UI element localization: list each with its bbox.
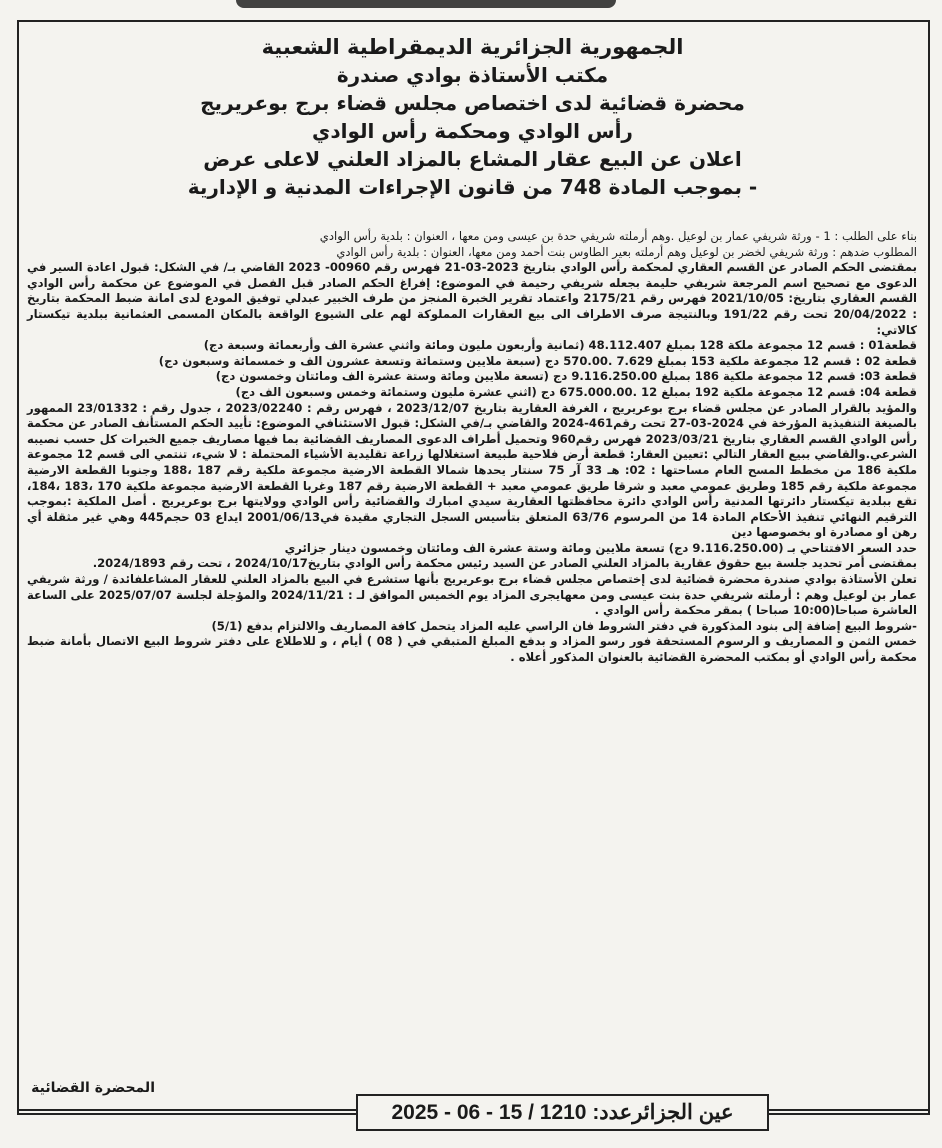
ref-line-left: [17, 1109, 356, 1111]
body-lot-2: قطعة 02 : قسم 12 مجموعة ملكية 153 بمبلغ 7.629 .570.00 دج (سبعة ملايين وستمائة وتسعة عشرون الف و خمسمائة وسبعون دج): [158, 353, 917, 368]
body-appeal: والمؤيد بالقرار الصادر عن مجلس قضاء برج بوعريريج ، الغرفة العقارية بتاريخ 2023/12/07 ، فهرس رقم : 2023/02240 ، جدول رقم : 23/01332 الممهور بالصيغة التنفيذية المؤرخة في 2024-03-27 تحت رقم461-2024 والقاضي بـ/في الشكل: قبول الاستئنافي الموضوع: تأييد الحكم المستأنف الصادر عن محكمة رأس الوادي القسم العقاري بتاريخ 2023/03/21 فهرس رقم960 وتحميل أطراف الدعوى المصاريف القضائية بما فيها مصاريف جميع الخبرات كل حسب نصيبه الشرعي.والقاضي ببيع العقار التالي :تعيين العقار: قطعة أرض فلاحية طبيعة استغلالها زراعة تقليدية الأشياء المحتملة : لا شيء، تنتمي الى قسم 12 مجموعة ملكية 186 من مخطط المسح العام مساحتها : 02: هـ 33 آر 75 سنتار يحدها شمالا القطعة الارضية مجموعة ملكية رقم 187 ،188 وجنوبا القطعة الارضية مجموعة ملكية رقم 185 وطريق عمومي معبد و شرقا طريق عمومي معبد + القطعة الارضية رقم 187 وغربا القطعة الارضية مجموعة ملكية 170 ،183 ،184، تقع ببلدية تيكستار دائرتها المدنية رأس الوادي دائرة محافظتها العقارية سيدي امبارك والقضائية رأس الوادي وولايتها برج بوعريريج . أصل الملكية :بموجب الترقيم النهائي تنفيذ الأحكام المادة 14 من المرسوم 63/76 المتعلق بتأسيس السجل التجاري مقيدة في2001/06/13 ايداع 03 حجم445 وهي غير مثقلة أي رهن او مصادرة او بخصوصها دين: [27, 400, 918, 540]
signature-bailiff: المحضرة القضائية: [31, 1080, 155, 1096]
body-session-order: بمقتضى أمر تحديد جلسة بيع حقوق عقارية بالمزاد العلني الصادر عن السيد رئيس محكمة رأس الوادي بتاريخ2024/10/17 ، تحت رقم 2024/1893.: [92, 556, 917, 571]
body-opening-price: حدد السعر الافتتاحي بـ (9.116.250.00 دج) تسعة ملايين ومائة وستة عشرة الف ومائتان وخمسون دينار جزائري: [284, 540, 917, 555]
document-header: [30, 33, 915, 201]
body-lot-3: قطعة 03: قسم 12 مجموعة ملكية 186 بمبلغ 9.116.250.00 دج (تسعة ملايين ومائة وستة عشرة الف ومائتان وخمسون دج): [215, 369, 917, 384]
body-respondents: المطلوب ضدهم : ورثة شريفي لخضر بن لوعيل وهم أرملته بعير الطاوس بنت أحمد ومن معها، العنوان : بلدية رأس الوادي: [336, 244, 917, 259]
body-judgment: بمقتضى الحكم الصادر عن القسم العقاري لمحكمة رأس الوادي بتاريخ 2023-03-21 فهرس رقم 00960- 2023 القاضي بـ/ في الشكل: قبول اعادة السير في الدعوى مع تصحيح اسم المرجعة شريفي حليمة بجعله شريفي رحيمة في الموضوع: إفراغ الحكم الصادر قبل الفصل في الموضوع عن محكمة رأس الوادي القسم العقاري بتاريخ: 2021/10/05 فهرس رقم 2175/21 واعتماد تقرير الخبرة المنجز من طرف الخبير عبدلي توفيق المودع لدى امانة ضبط المحكمة بتاريخ : 20/04/2022 تحت رقم 191/22 وبالنتيجة صرف الاطراف الى بيع العقارات المملوكة لهم على الشيوع الواقعة بالمكان المسمى العثمانية ببلدية تيكستار كالاتي:: [27, 260, 918, 337]
ref-line-right: [769, 1109, 930, 1111]
document-body: [27, 229, 917, 666]
header-announcement: اعلان عن البيع عقار المشاع بالمزاد العلني لاعلى عرض: [203, 147, 742, 171]
body-payment-terms: خمس الثمن و المصاريف و الرسوم المستحقة فور رسو المزاد و بدفع المبلغ المتبقي في ( 08 ) أيام ، و للاطلاع على دفتر شروط البيع الاتصال بأمانة ضبط محكمة رأس الوادي أو بمكتب المحضرة القضائية بالعنوان المذكور أعلاه .: [27, 634, 917, 665]
body-sale-conditions: -شروط البيع إضافة إلى بنود المذكورة في دفتر الشروط فان الراسي عليه المزاد يتحمل كافة المصاريف والالتزام بدفع (5/1): [211, 618, 917, 633]
body-applicant: بناء على الطلب : 1 - ورثة شريفي عمار بن لوعيل .وهم أرملته شريفي حدة بن عيسى ومن معها ، العنوان : بلدية رأس الوادي: [319, 229, 917, 243]
body-lot-4: قطعة 04: قسم 12 مجموعة ملكية 192 بمبلغ 12 .675.000.00 دج (اثني عشرة مليون وستمائة وخمس وسبعون الف دج): [235, 384, 917, 399]
body-lot-1: قطعة01 : قسم 12 مجموعة ملكة 128 بمبلغ 48.112.407 (ثمانية وأربعون مليون ومائة واثني عشرة الف وأربعمائة وسبعة دج): [203, 338, 917, 353]
body-auction-notice: تعلن الأستاذة بوادي صندرة محضرة قضائية لدى إختصاص مجلس قضاء برج بوعريريج بأنها ستشرع في البيع بالمزاد العلني للعقار المشاعلفائدة / ورثة شريفي عمار بن لوعيل وهم : أرملته شريفي حدة بنت عيسى ومن معهايجرى المزاد يوم الخميس الموافق لـ : 2024/11/21 والمؤجلة لجلسة 2025/07/07 على الساعة العاشرة صباحا(10:00 صباحا ) بمقر محكمة رأس الوادي .: [27, 572, 917, 618]
top-cut-stub: [236, 0, 616, 8]
header-office: مكتب الأستاذة بوادي صندرة: [336, 63, 609, 87]
publication-reference: عين الجزائرعدد: 1210 / 15 - 06 - 2025: [356, 1094, 769, 1131]
header-court: رأس الوادي ومحكمة رأس الوادي: [312, 119, 633, 143]
header-bailiff: محضرة قضائية لدى اختصاص مجلس قضاء برج بوعريريج: [200, 91, 745, 115]
header-republic: الجمهورية الجزائرية الديمقراطية الشعبية: [261, 35, 684, 59]
header-article: - بموجب المادة 748 من قانون الإجراءات المدنية و الإدارية: [187, 175, 758, 199]
